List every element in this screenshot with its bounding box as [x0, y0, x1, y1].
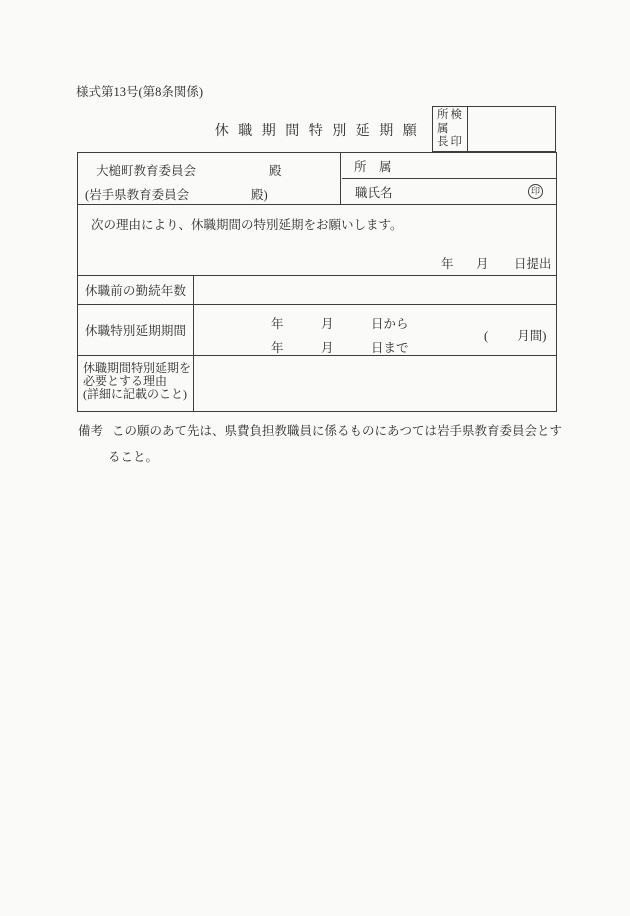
- submit-date-line: [78, 254, 556, 271]
- to-month-label: 月: [321, 341, 334, 355]
- seal-box-label: [433, 107, 468, 151]
- period-row: [78, 305, 556, 356]
- seal-box-char: 検: [450, 109, 462, 121]
- reason-label-line-2: 必要とする理由: [83, 374, 168, 389]
- reason-row: [78, 356, 556, 411]
- duration-unit-label: 月間): [517, 329, 547, 343]
- addressee-name-2: (岩手県教育委員会: [85, 188, 190, 202]
- submit-year-label: 年: [441, 257, 454, 271]
- name-label: 職氏名: [355, 185, 393, 200]
- reason-label-cell: [78, 356, 194, 411]
- submit-month-label: 月: [476, 257, 489, 271]
- addressee-cell: [78, 153, 341, 204]
- addressee-name-1: 大槌町教育委員会: [96, 164, 197, 178]
- form-title: 休職期間特別延期願: [214, 124, 427, 139]
- seal-box-char: 所: [437, 109, 449, 121]
- remark-label: 備考: [78, 424, 104, 438]
- submit-day-label: 日提出: [514, 257, 552, 271]
- duration-months: [484, 326, 546, 344]
- addressee-suffix-2: 殿): [251, 188, 268, 202]
- seal-box-char: 属: [437, 122, 449, 135]
- main-form-table: [77, 152, 557, 412]
- seal-box-char: 印: [450, 135, 462, 148]
- period-label: 休職特別延期期間: [85, 324, 186, 338]
- affiliation-cell: [342, 153, 556, 179]
- affiliation-label: 所 属: [354, 159, 392, 174]
- remark-text-line-1: この願のあて先は、県費負担教職員に係るものにあつては岩手県教育委員会とす: [112, 424, 563, 438]
- applicant-info-column: [342, 153, 556, 204]
- to-year-label: 年: [271, 341, 284, 355]
- seal-box-label-col2: [451, 109, 463, 149]
- duration-open-paren: (: [484, 329, 489, 343]
- reason-label: [83, 362, 191, 402]
- seal-box-char: 長: [437, 136, 449, 148]
- reason-label-line-3: (詳細に記載のこと): [83, 387, 187, 402]
- addressee-line-1: [96, 161, 282, 179]
- from-day-label: 日から: [371, 317, 409, 331]
- request-row: [78, 205, 556, 276]
- form-number: 様式第13号(第8条関係): [76, 85, 204, 99]
- seal-mark-icon: 印: [528, 184, 543, 199]
- addressee-row: [78, 153, 556, 205]
- seal-box-label-col1: [437, 109, 449, 149]
- from-year-label: 年: [271, 317, 284, 331]
- seal-box-empty-cell: [468, 107, 555, 151]
- from-month-label: 月: [321, 317, 334, 331]
- tenure-row: [78, 276, 556, 305]
- name-cell: [342, 179, 556, 204]
- request-text: 次の理由により、休職期間の特別延期をお願いします。: [91, 218, 403, 232]
- supervisor-seal-box: [432, 106, 556, 152]
- reason-label-line-1: 休職期間特別延期を: [83, 361, 192, 375]
- tenure-label-cell: [78, 276, 194, 304]
- addressee-line-2: [85, 185, 268, 203]
- tenure-label: 休職前の勤続年数: [85, 284, 186, 298]
- to-day-label: 日まで: [371, 341, 409, 355]
- addressee-suffix-1: 殿: [269, 164, 282, 178]
- remark-text-line-2: ること。: [108, 450, 159, 464]
